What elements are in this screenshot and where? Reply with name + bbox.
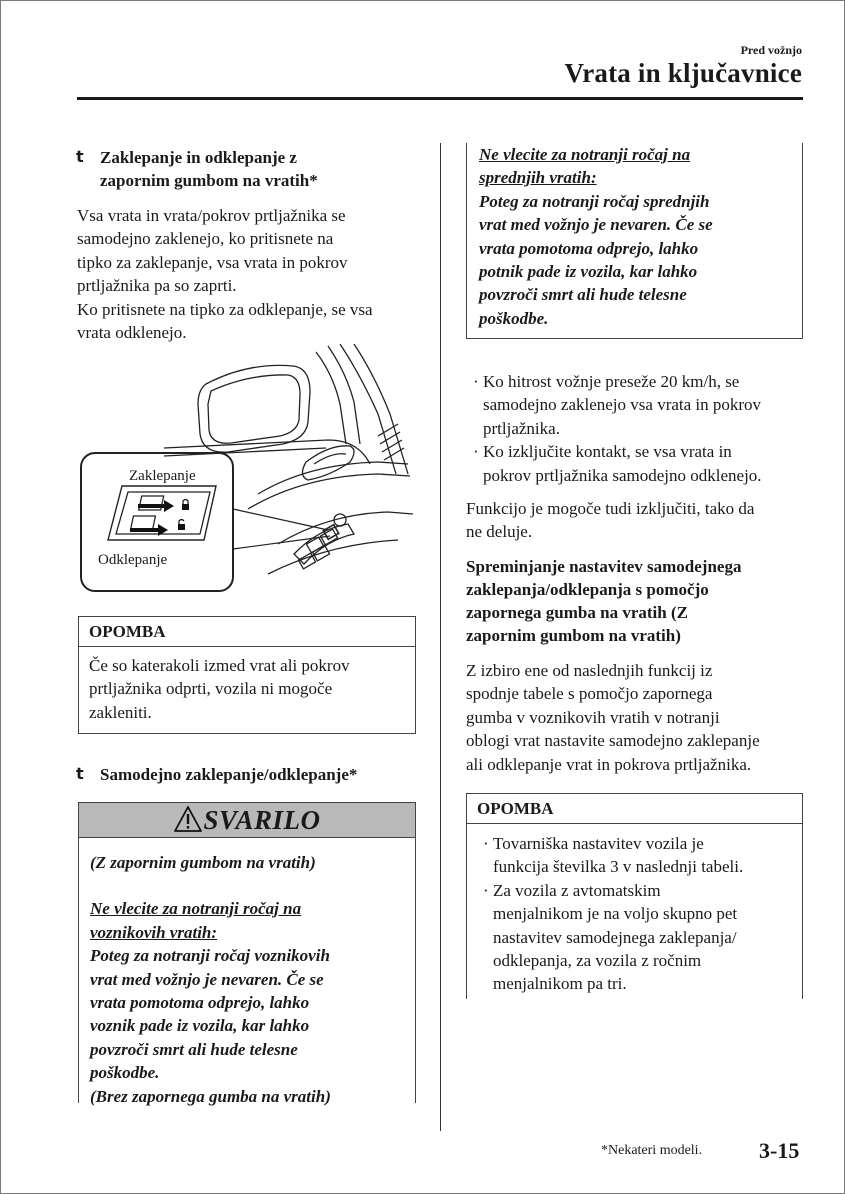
list-item: [473, 440, 803, 487]
text-line: prtljažnika odprti, vozila ni mogoče: [89, 679, 333, 699]
note-title: OPOMBA: [477, 799, 554, 818]
text-line: Poteg za notranji ročaj voznikovih: [90, 946, 330, 966]
header-rule: [77, 97, 803, 100]
text-line: vrata pomotoma odprejo, lahko: [90, 993, 310, 1013]
subsection-heading: [466, 555, 806, 647]
text-line: prtljažnika pa so zaprti.: [77, 276, 237, 296]
text-line: potnik pade iz vozila, kar lahko: [479, 262, 698, 282]
text-line: povzroči smrt ali hude telesne: [479, 285, 687, 305]
text-line: Z izbiro ene od naslednjih funkcij iz: [466, 661, 713, 680]
text-line: povzroči smrt ali hude telesne: [90, 1039, 298, 1059]
page-number: 3-15: [759, 1138, 800, 1163]
text-line: Vsa vrata in vrata/pokrov prtljažnika se: [77, 206, 346, 225]
list-item: [483, 879, 798, 996]
note-divider: [467, 823, 802, 824]
text-line: menjalnikom pa tri.: [493, 974, 627, 994]
text-line: vrata odklenejo.: [77, 323, 187, 343]
text-line: voznik pade iz vozila, kar lahko: [90, 1016, 310, 1036]
text-line: vrat med vožnjo je nevaren. Če se: [90, 969, 324, 989]
text-line: nastavitev samodejnega zaklepanja/: [493, 927, 737, 947]
text-line: samodejno zaklenejo vsa vrata in pokrov: [483, 395, 762, 415]
door-lock-illustration: [78, 344, 418, 598]
text-line: Če so katerakoli izmed vrat ali pokrov: [89, 656, 350, 675]
section-label: Pred vožnjo: [740, 43, 802, 57]
list-item: [473, 370, 803, 440]
bullet-dot: ·: [473, 372, 479, 391]
bullet-dot: ·: [483, 880, 489, 900]
text-line: poškodbe.: [90, 1063, 160, 1083]
text-line: Tovarniška nastavitev vozila je: [493, 834, 704, 853]
text-line: Poteg za notranji ročaj sprednjih: [479, 191, 710, 211]
chapter-title: Vrata in ključavnice: [564, 58, 802, 88]
warning-continuation-body: [479, 143, 794, 330]
warning-emphasis: sprednjih vratih:: [479, 168, 597, 188]
text-line: samodejno zaklenejo, ko pritisnete na: [77, 229, 334, 249]
text-line: pokrov prtljažnika samodejno odklenejo.: [483, 465, 762, 485]
section-heading-locking: [100, 146, 318, 192]
text-line: Ko pritisnete na tipko za odklepanje, se vsa: [77, 299, 373, 319]
unlock-label: Odklepanje: [98, 552, 168, 568]
bullet-dot: ·: [473, 442, 479, 462]
note-body: [483, 832, 798, 996]
text-line: menjalnikom je na voljo skupno pet: [493, 904, 738, 924]
list-item: [483, 832, 798, 879]
lock-label: Zaklepanje: [129, 468, 196, 484]
note-body: [79, 647, 415, 731]
text-line: Funkcijo je mogoče tudi izključiti, tako da: [466, 499, 755, 518]
warning-banner: [79, 803, 415, 838]
heading-line: Zaklepanje in odklepanje z: [100, 148, 297, 167]
text-line: Za vozila z avtomatskim: [493, 880, 661, 900]
warning-body: [90, 851, 405, 1108]
warning-emphasis: Ne vlecite za notranji ročaj na: [479, 145, 691, 164]
text-line: ne deluje.: [466, 522, 533, 542]
text-line: Ko izključite kontakt, se vsa vrata in: [483, 442, 732, 462]
spacer: [90, 874, 405, 897]
heading-line: zapornim gumbom na vratih*: [100, 171, 318, 190]
warning-triangle-icon: [173, 805, 203, 833]
text-line: vrat med vožnjo je nevaren. Če se: [479, 215, 713, 235]
warning-emphasis: Ne vlecite za notranji ročaj na: [90, 899, 302, 919]
heading-line: zaklepanja/odklepanja s pomočjo: [466, 580, 709, 599]
section-bullet-mark: t: [76, 764, 84, 783]
text-line: tipko za zaklepanje, vsa vrata in pokrov: [77, 252, 348, 272]
warning-emphasis: voznikovih vratih:: [90, 922, 218, 942]
intro-paragraph: [77, 204, 427, 344]
settings-paragraph: [466, 659, 806, 776]
heading-line: Spreminjanje nastavitev samodejnega: [466, 557, 742, 576]
heading-line: zapornim gumbom na vratih): [466, 626, 681, 645]
section-heading-auto-lock: Samodejno zaklepanje/odklepanje*: [100, 765, 358, 784]
section-bullet-mark: t: [76, 147, 84, 166]
text-line: odklepanja, za vozila z ročnim: [493, 951, 702, 971]
text-line: ali odklepanje vrat in pokrova prtljažnika.: [466, 754, 752, 774]
column-divider: [440, 143, 441, 1131]
text-line: oblogi vrat nastavite samodejno zaklepanje: [466, 731, 760, 751]
text-line: poškodbe.: [479, 308, 549, 328]
warning-subtitle: (Brez zapornega gumba na vratih): [90, 1086, 331, 1106]
warning-subtitle: (Z zapornim gumbom na vratih): [90, 853, 316, 872]
note-title: OPOMBA: [89, 622, 166, 641]
text-line: funkcija številka 3 v naslednji tabeli.: [493, 857, 744, 877]
warning-title: SVARILO: [203, 805, 321, 835]
footnote: *Nekateri modeli.: [601, 1143, 703, 1158]
text-line: zakleniti.: [89, 702, 152, 722]
deactivate-paragraph: [466, 497, 806, 544]
bullet-list: [473, 370, 803, 487]
heading-line: zapornega gumba na vratih (Z: [466, 603, 688, 622]
text-line: spodnje tabele s pomočjo zapornega: [466, 684, 713, 704]
bullet-dot: ·: [483, 834, 489, 853]
text-line: gumba v voznikovih vratih v notranji: [466, 707, 720, 727]
text-line: Ko hitrost vožnje preseže 20 km/h, se: [483, 372, 740, 391]
text-line: prtljažnika.: [483, 418, 560, 438]
note-box: [78, 616, 416, 734]
text-line: vrata pomotoma odprejo, lahko: [479, 238, 699, 258]
